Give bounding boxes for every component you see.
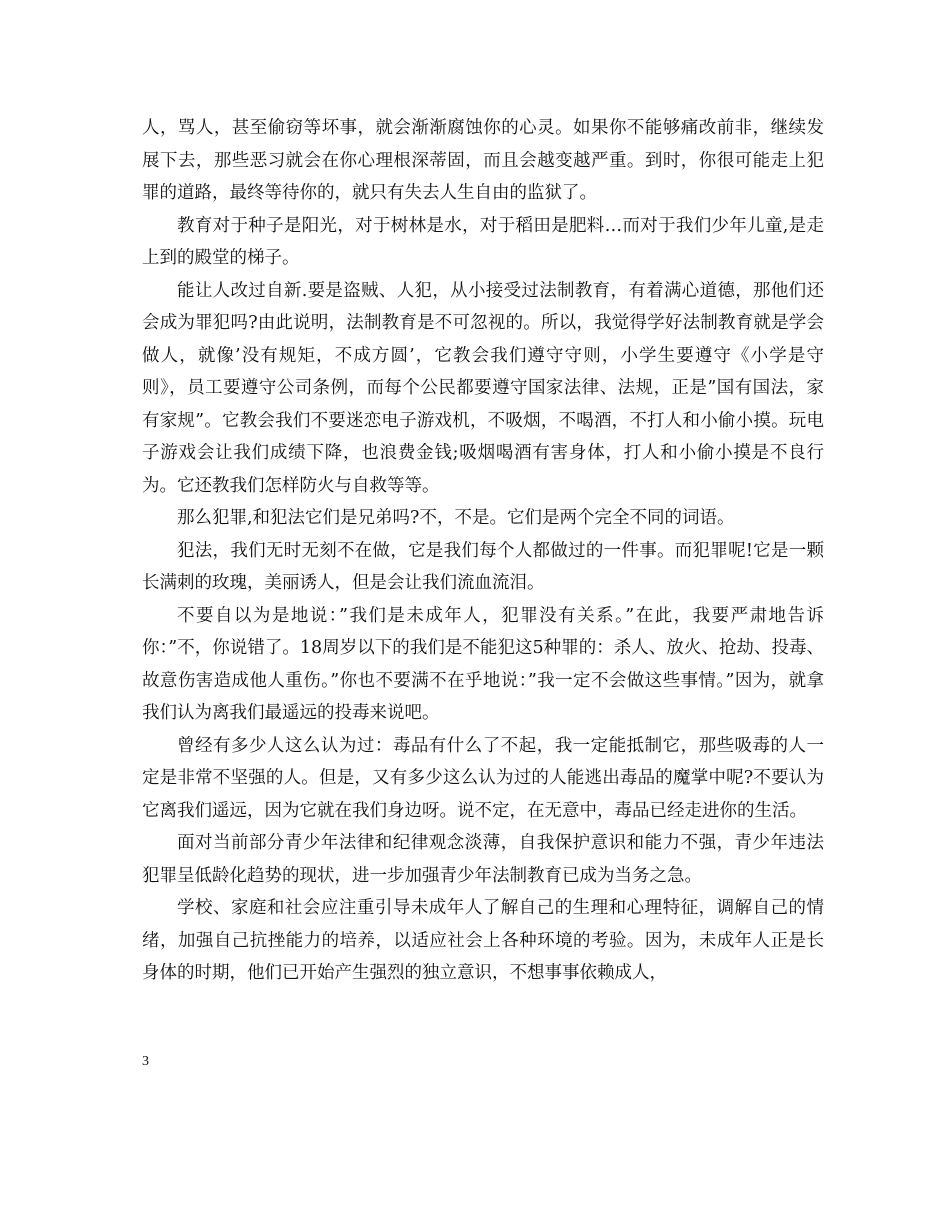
paragraph: 教育对于种子是阳光，对于树林是水，对于稻田是肥料…而对于我们少年儿童,是走上到的殿堂的梯子。 xyxy=(142,215,824,268)
paragraph: 学校、家庭和社会应注重引导未成年人了解自己的生理和心理特征，调解自己的情绪，加强自己抗挫能力的培养，以适应社会上各种环境的考验。因为，未成年人正是长身体的时期，他们已开始产生强烈的独立意识，不想事事依赖成人， xyxy=(142,898,824,983)
paragraph: 能让人改过自新.要是盗贼、人犯，从小接受过法制教育，有着满心道德，那他们还会成为罪犯吗?由此说明，法制教育是不可忽视的。所以，我觉得学好法制教育就是学会做人，就像’没有规矩，不成方圆’，它教会我们遵守守则，小学生要遵守《小学是守则》，员工要遵守公司条例，而每个公民都要遵守国家法律、法规，正是”国有国法，家有家规”。它教会我们不要迷恋电子游戏机，不吸烟，不喝酒，不打人和小偷小摸。玩电子游戏会让我们成绩下降，也浪费金钱;吸烟喝酒有害身体，打人和小偷小摸是不良行为。它还教我们怎样防火与自救等等。 xyxy=(142,280,824,496)
paragraph: 面对当前部分青少年法律和纪律观念淡薄，自我保护意识和能力不强，青少年违法犯罪呈低龄化趋势的现状，进一步加强青少年法制教育已成为当务之急。 xyxy=(142,833,824,886)
paragraph: 不要自以为是地说：”我们是未成年人，犯罪没有关系。”在此，我要严肃地告诉你：”不，你说错了。18周岁以下的我们是不能犯这5种罪的：杀人、放火、抢劫、投毒、故意伤害造成他人重伤。”你也不要满不在乎地说：”我一定不会做这些事情。”因为，就拿我们认为离我们最遥远的投毒来说吧。 xyxy=(142,605,824,723)
paragraph: 那么犯罪,和犯法它们是兄弟吗?不，不是。它们是两个完全不同的词语。 xyxy=(177,508,735,528)
paragraph: 曾经有多少人这么认为过：毒品有什么了不起，我一定能抵制它，那些吸毒的人一定是非常不坚强的人。但是，又有多少这么认为过的人能逃出毒品的魔掌中呢?不要认为它离我们遥远，因为它就在我们身边呀。说不定，在无意中，毒品已经走进你的生活。 xyxy=(142,735,824,821)
paragraph: 人，骂人，甚至偷窃等坏事，就会渐渐腐蚀你的心灵。如果你不能够痛改前非，继续发展下去，那些恶习就会在你心理根深蒂固，而且会越变越严重。到时，你很可能走上犯罪的道路，最终等待你的，就只有失去人生自由的监狱了。 xyxy=(142,118,824,203)
body-text xyxy=(142,112,824,990)
page-number: 3 xyxy=(142,1054,149,1069)
paragraph: 犯法，我们无时无刻不在做，它是我们每个人都做过的一件事。而犯罪呢!它是一颗长满刺的玫瑰，美丽诱人，但是会让我们流血流泪。 xyxy=(142,540,824,593)
